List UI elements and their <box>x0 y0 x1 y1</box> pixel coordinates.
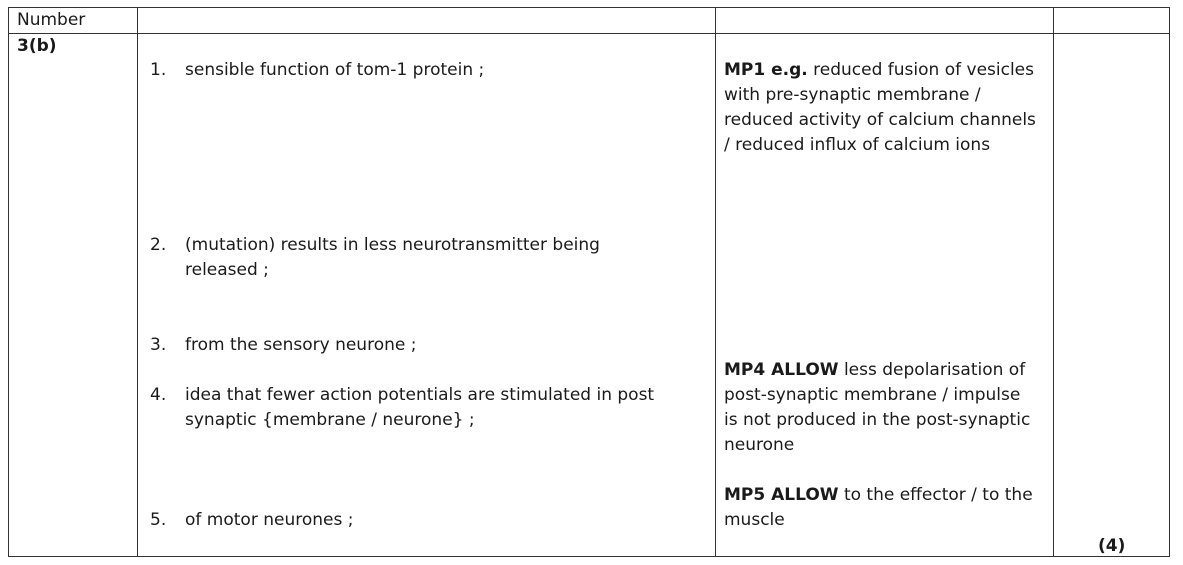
question-number: 3(b) <box>17 36 57 56</box>
answer-number: 4. <box>150 385 167 405</box>
guidance-marker: MP1 e.g. <box>724 60 808 80</box>
answer-text: from the sensory neurone ; <box>185 335 417 355</box>
guidance-text: reduced fusion of vesicles <box>807 60 1034 80</box>
answer-text: idea that fewer action potentials are stimulated in post <box>185 385 655 405</box>
guidance-line: / reduced influx of calcium ions <box>724 135 991 155</box>
guidance-line: with pre-synaptic membrane / <box>724 85 981 105</box>
column-divider <box>715 8 716 556</box>
guidance-line: is not produced in the post-synaptic <box>724 410 1031 430</box>
guidance-marker: MP5 ALLOW <box>724 485 839 505</box>
answer-text: (mutation) results in less neurotransmitter being <box>185 235 600 255</box>
column-divider <box>137 8 138 556</box>
guidance-text: to the effector / to the <box>838 485 1033 505</box>
answer-number: 2. <box>150 235 167 255</box>
answer-text: of motor neurones ; <box>185 510 354 530</box>
guidance-text: less depolarisation of <box>838 360 1026 380</box>
answer-text: sensible function of tom-1 protein ; <box>185 60 485 80</box>
answer-number: 3. <box>150 335 167 355</box>
guidance-line: muscle <box>724 510 785 530</box>
guidance-line: reduced activity of calcium channels <box>724 110 1036 130</box>
guidance-marker: MP4 ALLOW <box>724 360 839 380</box>
mark-scheme-table <box>8 7 1170 557</box>
answer-text: synaptic {membrane / neurone} ; <box>185 410 475 430</box>
header-divider <box>9 33 1169 34</box>
guidance-line <box>724 358 1025 383</box>
answer-text: released ; <box>185 260 269 280</box>
column-divider <box>1053 8 1054 556</box>
header-number-label: Number <box>17 10 86 30</box>
guidance-line: neurone <box>724 435 795 455</box>
guidance-line <box>724 58 1034 83</box>
total-marks: (4) <box>1098 536 1126 556</box>
answer-number: 5. <box>150 510 167 530</box>
guidance-line: post-synaptic membrane / impulse <box>724 385 1021 405</box>
answer-number: 1. <box>150 60 167 80</box>
guidance-line <box>724 483 1033 508</box>
